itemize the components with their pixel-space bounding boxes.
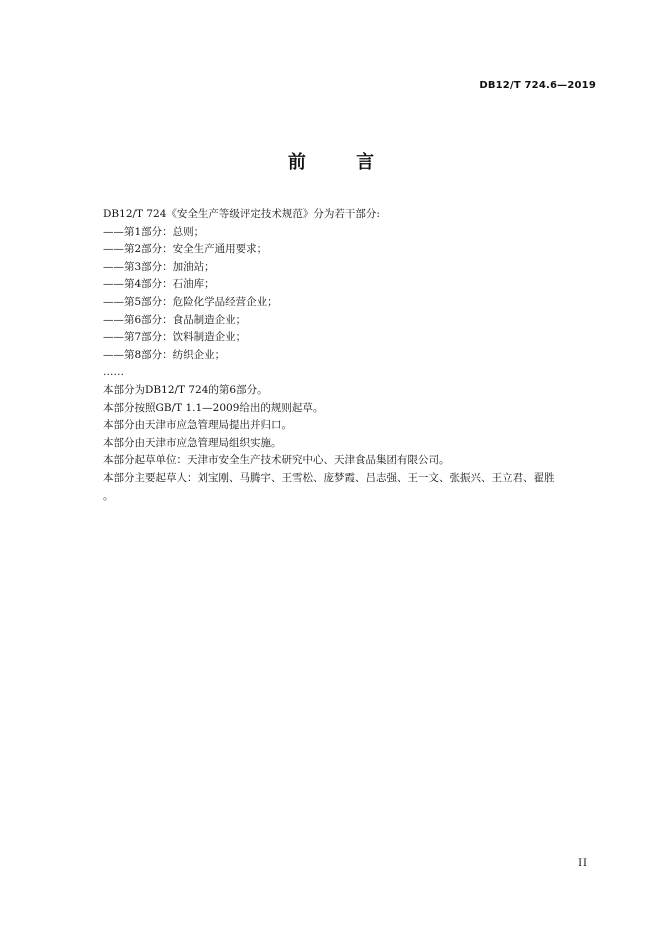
page-title: 前 言	[287, 152, 397, 173]
part-8-line: ——第8部分：纺织企业；	[103, 348, 226, 361]
ellipsis-line: ……	[103, 366, 124, 379]
part-4-line: ——第4部分：石油库；	[103, 278, 215, 291]
part-1-line: ——第1部分：总则；	[103, 225, 205, 238]
drafting-rules-line: 本部分按照GB/T 1.1—2009给出的规则起草。	[103, 401, 324, 414]
intro-line: DB12/T 724《安全生产等级评定技术规范》分为若干部分:	[103, 208, 380, 220]
part-5-line: ——第5部分：危险化学品经营企业；	[103, 295, 278, 308]
part-6-line: ——第6部分：食品制造企业；	[103, 313, 247, 326]
drafters-line-end: 。	[103, 489, 114, 502]
part-2-line: ——第2部分：安全生产通用要求；	[103, 243, 268, 256]
part-7-line: ——第7部分：饮料制造企业；	[103, 331, 247, 344]
implementer-line: 本部分由天津市应急管理局组织实施。	[103, 436, 282, 449]
foreword-body	[103, 206, 603, 505]
document-code: DB12/T 724.6—2019	[479, 80, 596, 91]
part-statement-line: 本部分为DB12/T 724的第6部分。	[103, 383, 268, 396]
drafting-units-line: 本部分起草单位：天津市安全生产技术研究中心、天津食品集团有限公司。	[103, 454, 450, 467]
part-3-line: ——第3部分：加油站；	[103, 260, 215, 273]
drafters-line: 本部分主要起草人：刘宝刚、马腾宇、王雪松、庞梦霞、吕志强、王一文、张振兴、王立君、翟胜	[103, 471, 555, 484]
proposer-line: 本部分由天津市应急管理局提出并归口。	[103, 419, 292, 432]
page-number: II	[578, 858, 588, 869]
